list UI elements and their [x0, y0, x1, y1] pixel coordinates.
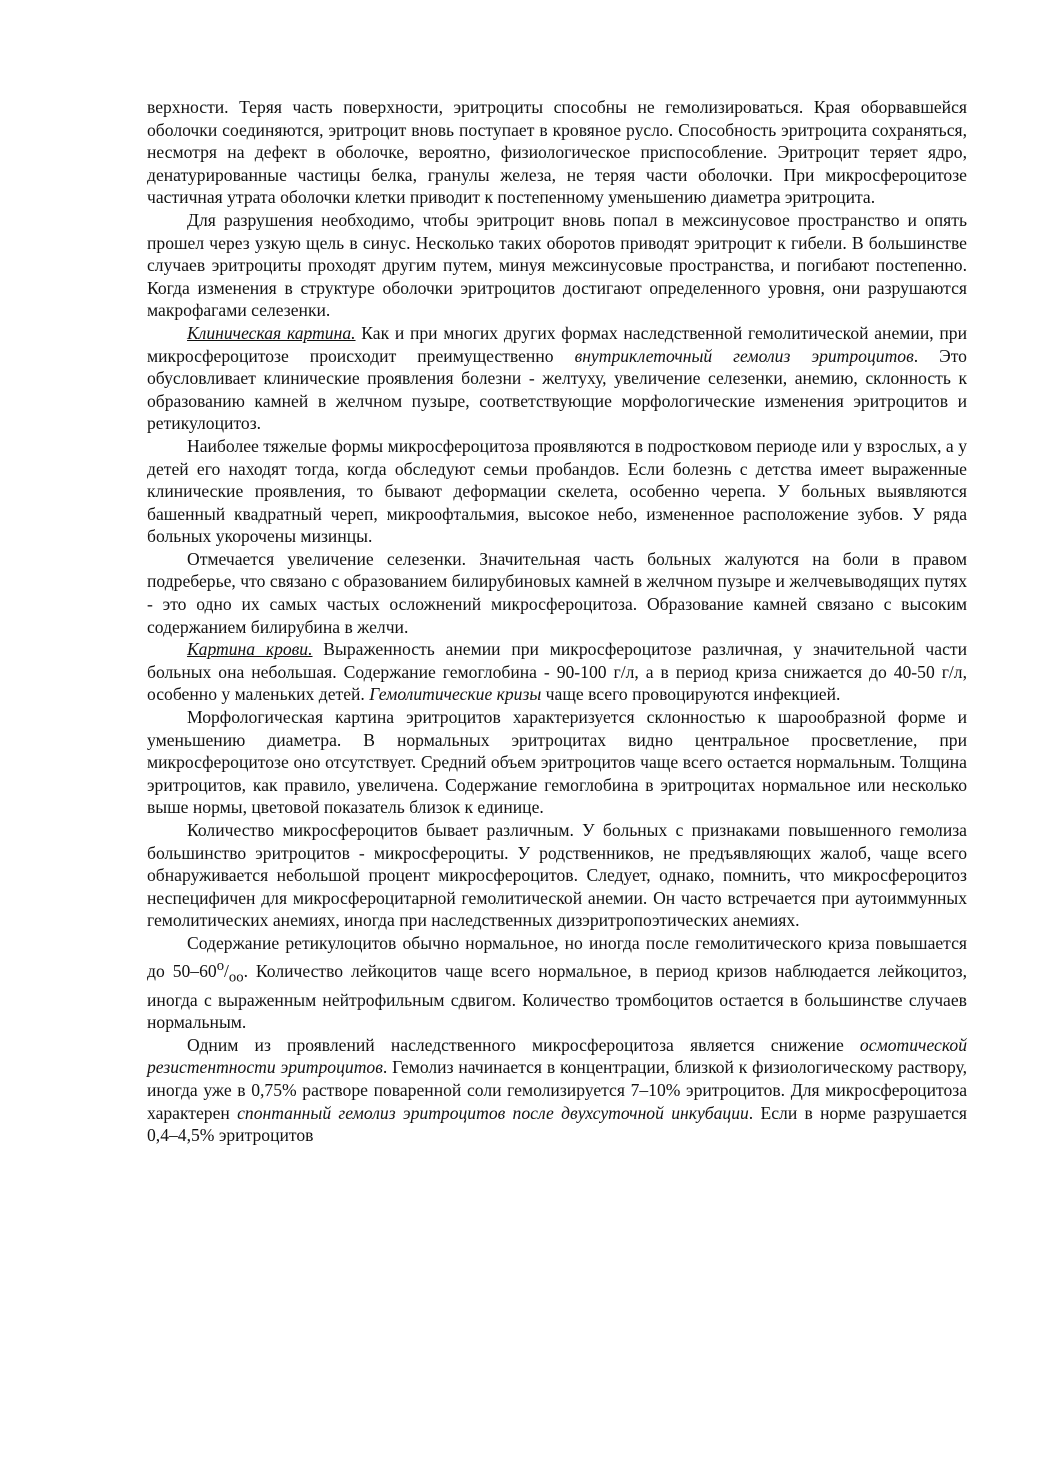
paragraph-10: [147, 1034, 967, 1147]
italic-term: внутриклеточный гемолиз эритроцитов: [574, 345, 914, 366]
subscript: оо: [228, 968, 244, 985]
text-run: Как и при многих других формах наследственной гемолитической анемии, при микросфероцитозе происходит преимущественно: [147, 322, 967, 366]
italic-term: Гемолитические кризы: [369, 684, 542, 705]
text-run: . Гемолиз начинается в концентрации, близкой к физиологическому раствору, иногда уже в 0,75% растворе поваренной соли гемолизируется 7–10% эритроцитов. Для микросфероцитоза характерен: [147, 1057, 967, 1123]
paragraph-3: [147, 322, 967, 435]
paragraph-2: [147, 209, 967, 322]
text-run: Наиболее тяжелые формы микросфероцитоза проявляются в подростковом периоде или у взрослых, а у детей его находят тогда, когда обследуют семьи пробандов. Если болезнь с детства имеет выраженные клинические проявления, то бывают деформации скелета, особенно черепа. У больных выявляются башенный квадратный череп, микроофтальмия, высокое небо, измененное расположение зубов. У ряда больных укорочены мизинцы.: [147, 435, 967, 547]
text-run: Выраженность анемии при микросфероцитозе различная, у значительной части больных она небольшая. Содержание гемоглобина - 90-100 г/л, а в период криза снижается до 40-50 г/л, особенно у маленьких детей.: [147, 639, 967, 705]
paragraph-1: [147, 96, 967, 209]
paragraph-8: [147, 819, 967, 932]
text-run: Морфологическая картина эритроцитов характеризуется склонностью к шарообразной форме и уменьшению диаметра. В нормальных эритроцитах видно центральное просветление, при микросфероцитозе оно отсутствует. Средний объем эритроцитов чаще всего остается нормальным. Толщина эритроцитов, как правило, увеличена. Содержание гемоглобина в эритроцитах нормальное или несколько выше нормы, цветовой показатель близок к единице.: [147, 707, 967, 818]
italic-term: осмотической резистентности эритроцитов: [147, 1034, 967, 1078]
document-page: [147, 96, 967, 1147]
superscript: о: [216, 957, 225, 974]
text-run: верхности. Теряя часть поверхности, эритроциты способны не гемолизироваться. Края оборвавшейся оболочки соединяются, эритроцит вновь поступает в кровяное русло. Способность эритроцита сохраняться, несмотря на дефект в оболочке, вероятно, физиологическое приспособление. Эритроцит теряет ядро, денатурированные частицы белка, гранулы железа, не теряя части оболочки. При микросфероцитозе частичная утрата оболочки клетки приводит к постепенному уменьшению диаметра эритроцита.: [147, 97, 967, 208]
text-run: . Если в норме разрушается 0,4–4,5% эритроцитов: [147, 1102, 967, 1146]
text-run: . Количество лейкоцитов чаще всего нормальное, в период кризов наблюдается лейкоцитоз, иногда с выраженным нейтрофильным сдвигом. Количество тромбоцитов остается в большинстве случаев нормальным.: [147, 960, 967, 1033]
section-heading-blood: Картина крови.: [187, 639, 313, 660]
paragraph-6: [147, 638, 967, 706]
text-run: Отмечается увеличение селезенки. Значительная часть больных жалуются на боли в правом подреберье, что связано с образованием билирубиновых камней в желчном пузыре и желчевыводящих путях - это одно их самых частых осложнений микросфероцитоза. Образование камней связано с высоким содержанием билирубина в желчи.: [147, 548, 967, 637]
text-run: Количество микросфероцитов бывает различным. У больных с признаками повышенного гемолиза большинство эритроцитов - микросфероциты. У родственников, не предъявляющих жалоб, чаще всего обнаруживается небольшой процент микросфероцитов. Следует, однако, помнить, что микросфероцитоз неспецифичен для микросфероцитарной гемолитической анемии. Он часто встречается при аутоиммунных гемолитических анемиях, иногда при наследственных дизэритропоэтических анемиях.: [147, 820, 967, 931]
paragraph-7: [147, 706, 967, 819]
paragraph-9: [147, 932, 967, 1034]
text-run: /: [224, 960, 229, 981]
italic-term: спонтанный гемолиз эритроцитов после двухсуточной инкубации: [237, 1102, 749, 1123]
section-heading-clinical: Клиническая картина.: [187, 322, 356, 343]
paragraph-4: [147, 435, 967, 548]
paragraph-5: [147, 548, 967, 638]
text-run: Содержание ретикулоцитов обычно нормальное, но иногда после гемолитического криза повышается до 50–60: [147, 932, 967, 981]
text-run: Одним из проявлений наследственного микросфероцитоза является снижение: [187, 1034, 860, 1055]
text-run: чаще всего провоцируются инфекцией.: [541, 684, 841, 705]
text-run: Для разрушения необходимо, чтобы эритроцит вновь попал в межсинусовое пространство и опять прошел через узкую щель в синус. Несколько таких оборотов приводят эритроцит к гибели. В большинстве случаев эритроциты проходят другим путем, минуя межсинусовые пространства, и погибают постепенно. Когда изменения в структуре оболочки эритроцитов достигают определенного уровня, они разрушаются макрофагами селезенки.: [147, 209, 967, 321]
text-run: . Это обусловливает клинические проявления болезни - желтуху, увеличение селезенки, анемию, склонность к образованию камней в желчном пузыре, соответствующие морфологические изменения эритроцитов и ретикулоцитоз.: [147, 345, 967, 434]
